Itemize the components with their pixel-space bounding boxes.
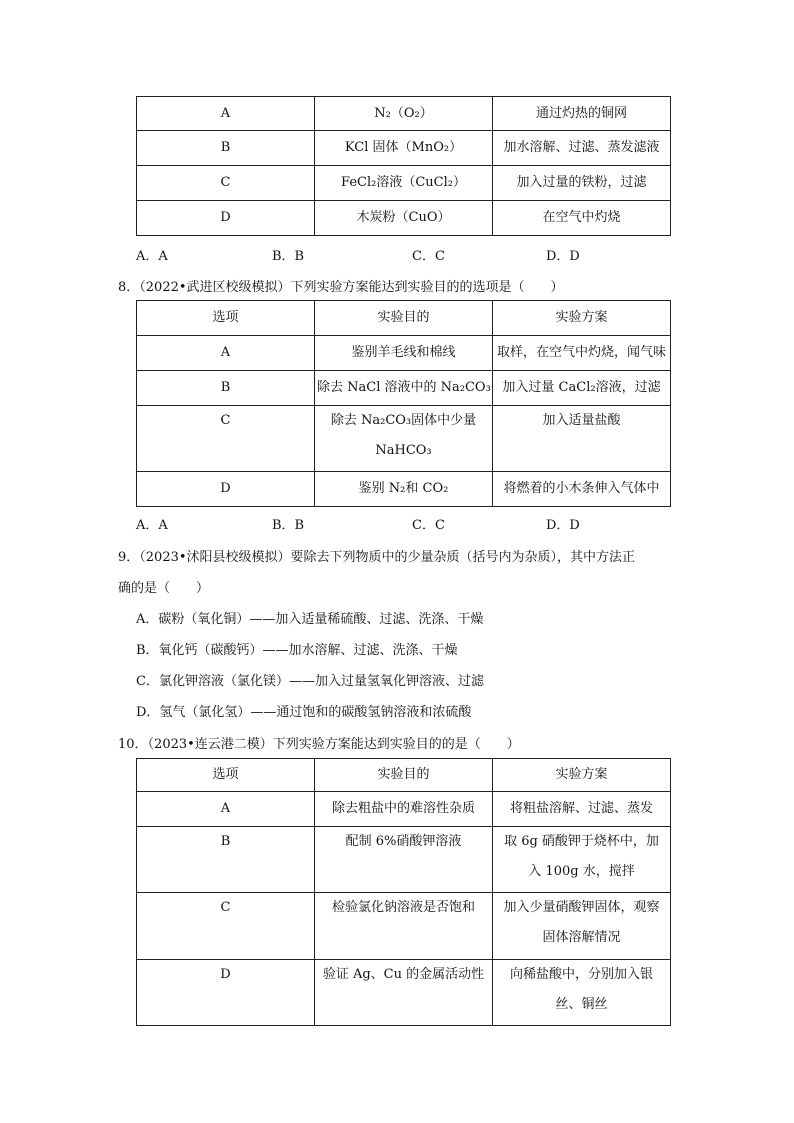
table-cell: 在空气中灼烧 bbox=[493, 201, 671, 236]
table-row bbox=[137, 336, 671, 371]
q10-table bbox=[136, 758, 671, 1026]
table-header-cell: 选项 bbox=[137, 759, 315, 792]
table-header-cell: 选项 bbox=[137, 301, 315, 336]
table-cell: 除去粗盐中的难溶性杂质 bbox=[315, 792, 493, 827]
option-d[interactable]: D．D bbox=[546, 249, 580, 264]
table-cell: D bbox=[137, 472, 315, 507]
table-header-row bbox=[137, 301, 671, 336]
table-cell: D bbox=[137, 960, 315, 1026]
table-cell: A bbox=[137, 336, 315, 371]
table-row bbox=[137, 371, 671, 406]
table-cell: 将燃着的小木条伸入气体中 bbox=[493, 472, 671, 507]
table-row bbox=[137, 166, 671, 201]
table-cell: 将粗盐溶解、过滤、蒸发 bbox=[493, 792, 671, 827]
option-c[interactable]: C．C bbox=[412, 518, 445, 533]
table-cell: 加入过量 CaCl₂溶液，过滤 bbox=[493, 371, 671, 406]
q9-stem-line2: 确的是（ ） bbox=[118, 581, 210, 596]
table-row bbox=[137, 201, 671, 236]
q9-stem-line1: 9．（2023•沭阳县校级模拟）要除去下列物质中的少量杂质（括号内为杂质），其中方法正 bbox=[118, 550, 636, 565]
table-cell: 除去 Na₂CO₃固体中少量 NaHCO₃ bbox=[315, 406, 493, 472]
table-row bbox=[137, 893, 671, 960]
table-header-cell: 实验方案 bbox=[493, 759, 671, 792]
table-row bbox=[137, 97, 671, 131]
option-a[interactable]: A．A bbox=[136, 518, 168, 533]
table-cell: 通过灼热的铜网 bbox=[493, 97, 671, 131]
table-cell: D bbox=[137, 201, 315, 236]
table-cell: 取 6g 硝酸钾于烧杯中，加入 100g 水，搅拌 bbox=[493, 827, 671, 893]
table-row bbox=[137, 960, 671, 1026]
table-cell: 除去 NaCl 溶液中的 Na₂CO₃ bbox=[315, 371, 493, 406]
option-b[interactable]: B．B bbox=[272, 249, 305, 264]
table-cell: 鉴别 N₂和 CO₂ bbox=[315, 472, 493, 507]
q10-stem: 10．（2023•连云港二模）下列实验方案能达到实验目的的是（ ） bbox=[118, 737, 520, 752]
q7-table bbox=[136, 96, 671, 236]
table-row bbox=[137, 792, 671, 827]
q9-option-d[interactable]: D．氢气（氯化氢）——通过饱和的碳酸氢钠溶液和浓硫酸 bbox=[136, 705, 472, 720]
table-header-cell: 实验方案 bbox=[493, 301, 671, 336]
table-cell: N₂（O₂） bbox=[315, 97, 493, 131]
q7-options bbox=[136, 245, 676, 265]
q8-table bbox=[136, 300, 671, 507]
q8-stem: 8．（2022•武进区校级模拟）下列实验方案能达到实验目的的选项是（ ） bbox=[118, 280, 564, 295]
table-cell: 加入适量盐酸 bbox=[493, 406, 671, 472]
table-cell: A bbox=[137, 792, 315, 827]
option-d[interactable]: D．D bbox=[546, 518, 580, 533]
table-header-cell: 实验目的 bbox=[315, 759, 493, 792]
table-cell: 木炭粉（CuO） bbox=[315, 201, 493, 236]
table-cell: KCl 固体（MnO₂） bbox=[315, 131, 493, 166]
table-row bbox=[137, 406, 671, 472]
table-cell: 加入过量的铁粉，过滤 bbox=[493, 166, 671, 201]
table-header-row bbox=[137, 759, 671, 792]
table-cell: 检验氯化钠溶液是否饱和 bbox=[315, 893, 493, 960]
q9-option-b[interactable]: B．氧化钙（碳酸钙）——加水溶解、过滤、洗涤、干燥 bbox=[136, 643, 458, 658]
q9-option-c[interactable]: C．氯化钾溶液（氯化镁）——加入过量氢氧化钾溶液、过滤 bbox=[136, 674, 484, 689]
option-a[interactable]: A．A bbox=[136, 249, 168, 264]
table-cell: 验证 Ag、Cu 的金属活动性 bbox=[315, 960, 493, 1026]
table-cell: FeCl₂溶液（CuCl₂） bbox=[315, 166, 493, 201]
table-cell: B bbox=[137, 827, 315, 893]
table-row bbox=[137, 472, 671, 507]
table-row bbox=[137, 827, 671, 893]
table-cell: B bbox=[137, 371, 315, 406]
table-row bbox=[137, 131, 671, 166]
table-cell: 向稀盐酸中，分别加入银丝、铜丝 bbox=[493, 960, 671, 1026]
table-cell: 配制 6%硝酸钾溶液 bbox=[315, 827, 493, 893]
option-c[interactable]: C．C bbox=[412, 249, 445, 264]
table-cell: 加水溶解、过滤、蒸发滤液 bbox=[493, 131, 671, 166]
q9-option-a[interactable]: A．碳粉（氧化铜）——加入适量稀硫酸、过滤、洗涤、干燥 bbox=[136, 612, 484, 627]
table-header-cell: 实验目的 bbox=[315, 301, 493, 336]
table-cell: C bbox=[137, 893, 315, 960]
table-cell: 加入少量硝酸钾固体，观察固体溶解情况 bbox=[493, 893, 671, 960]
table-cell: B bbox=[137, 131, 315, 166]
table-cell: 取样，在空气中灼烧，闻气味 bbox=[493, 336, 671, 371]
table-cell: C bbox=[137, 406, 315, 472]
table-cell: A bbox=[137, 97, 315, 131]
option-b[interactable]: B．B bbox=[272, 518, 305, 533]
table-cell: 鉴别羊毛线和棉线 bbox=[315, 336, 493, 371]
q8-options bbox=[136, 514, 676, 534]
table-cell: C bbox=[137, 166, 315, 201]
